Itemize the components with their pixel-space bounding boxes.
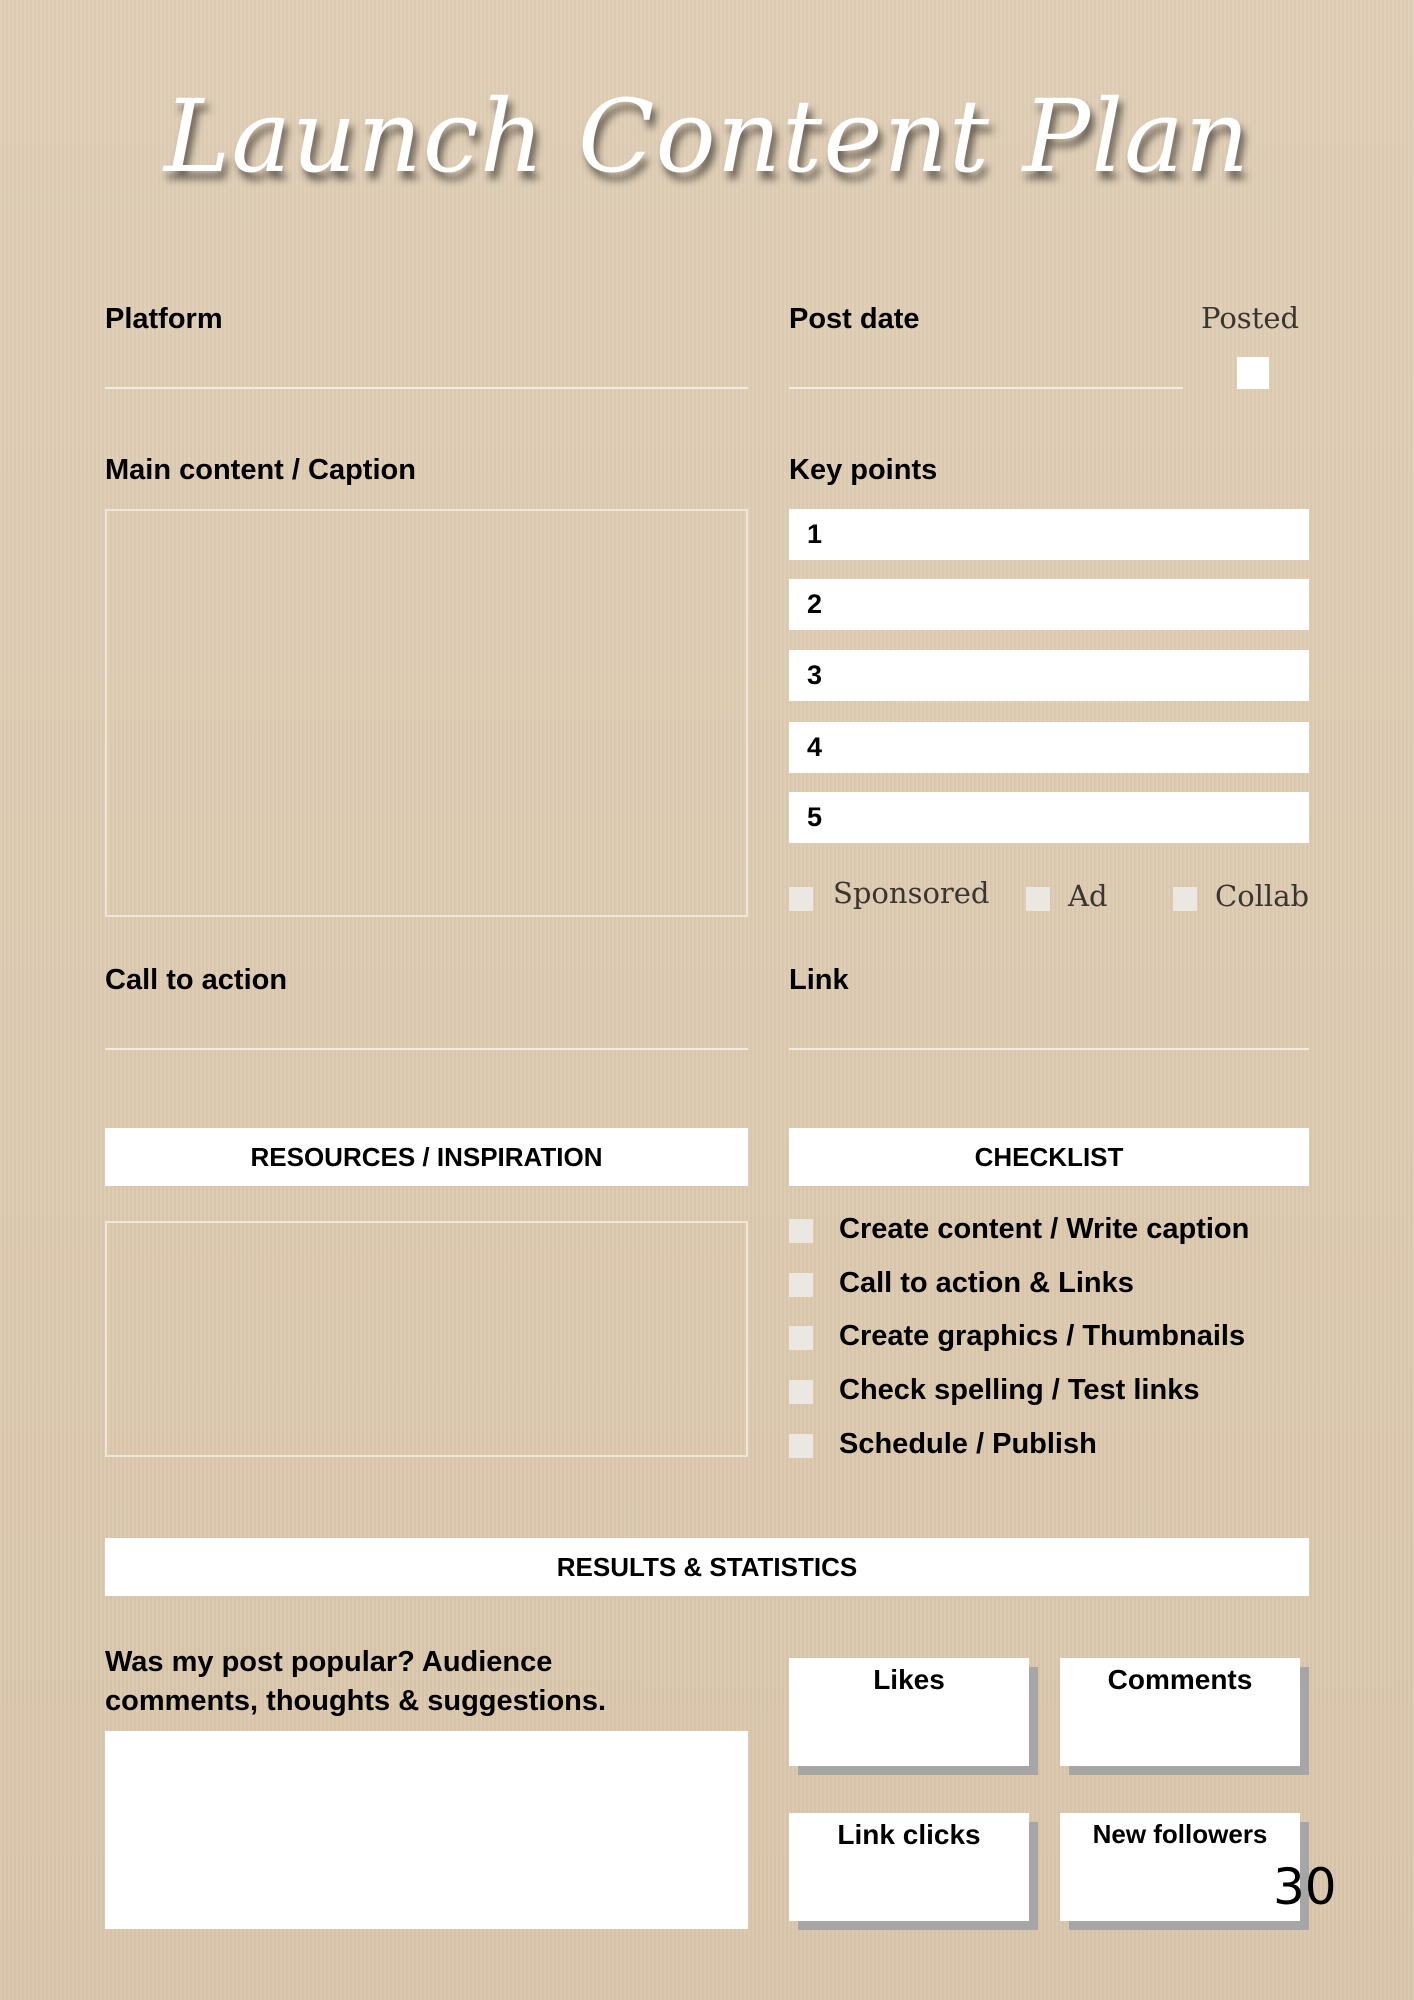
- link-clicks-label: Link clicks: [837, 1819, 981, 1850]
- checklist-header: CHECKLIST: [789, 1128, 1309, 1186]
- link-label: Link: [789, 964, 849, 996]
- checklist-checkbox[interactable]: [789, 1380, 813, 1404]
- key-point-4[interactable]: 4: [789, 722, 1309, 773]
- results-header: RESULTS & STATISTICS: [105, 1538, 1309, 1596]
- platform-label: Platform: [105, 303, 223, 335]
- key-point-3[interactable]: 3: [789, 650, 1309, 701]
- new-followers-box[interactable]: [1060, 1813, 1300, 1921]
- sponsored-label: Sponsored: [833, 876, 990, 910]
- feedback-question-line1: Was my post popular? Audience: [105, 1646, 553, 1678]
- link-clicks-box[interactable]: [789, 1813, 1029, 1921]
- checklist-checkbox[interactable]: [789, 1273, 813, 1297]
- key-point-1[interactable]: 1: [789, 509, 1309, 560]
- likes-label: Likes: [873, 1664, 945, 1695]
- checklist-checkbox[interactable]: [789, 1219, 813, 1243]
- checklist-item: Create graphics / Thumbnails: [839, 1320, 1246, 1352]
- posted-checkbox[interactable]: [1237, 357, 1269, 389]
- sponsored-checkbox[interactable]: [789, 887, 813, 911]
- page-title: Launch Content Plan: [163, 78, 1251, 195]
- key-points-label: Key points: [789, 454, 938, 486]
- key-point-2[interactable]: 2: [789, 579, 1309, 630]
- ad-label: Ad: [1068, 879, 1108, 913]
- resources-box[interactable]: [105, 1221, 748, 1457]
- ad-checkbox[interactable]: [1026, 887, 1050, 911]
- likes-box[interactable]: [789, 1658, 1029, 1766]
- checklist-item: Check spelling / Test links: [839, 1374, 1200, 1406]
- call-to-action-label: Call to action: [105, 964, 288, 996]
- main-content-label: Main content / Caption: [105, 454, 416, 486]
- checklist-checkbox[interactable]: [789, 1434, 813, 1458]
- checklist-item: Call to action & Links: [839, 1267, 1134, 1299]
- checklist-item: Schedule / Publish: [839, 1428, 1097, 1460]
- comments-box[interactable]: [1060, 1658, 1300, 1766]
- posted-label: Posted: [1201, 301, 1300, 335]
- main-content-box[interactable]: [105, 509, 748, 917]
- platform-field[interactable]: [105, 387, 748, 389]
- post-date-label: Post date: [789, 303, 920, 335]
- checklist-checkbox[interactable]: [789, 1326, 813, 1350]
- link-field[interactable]: [789, 1048, 1309, 1050]
- key-point-5[interactable]: 5: [789, 792, 1309, 843]
- collab-checkbox[interactable]: [1173, 887, 1197, 911]
- new-followers-label: New followers: [1092, 1819, 1268, 1849]
- comments-label: Comments: [1107, 1664, 1253, 1695]
- checklist-item: Create content / Write caption: [839, 1213, 1250, 1245]
- collab-label: Collab: [1215, 879, 1310, 913]
- feedback-question-line2: comments, thoughts & suggestions.: [105, 1685, 607, 1717]
- post-date-field[interactable]: [789, 387, 1183, 389]
- resources-header: RESOURCES / INSPIRATION: [105, 1128, 748, 1186]
- page-number: 30: [1273, 1858, 1337, 1916]
- call-to-action-field[interactable]: [105, 1048, 748, 1050]
- feedback-box[interactable]: [105, 1731, 748, 1929]
